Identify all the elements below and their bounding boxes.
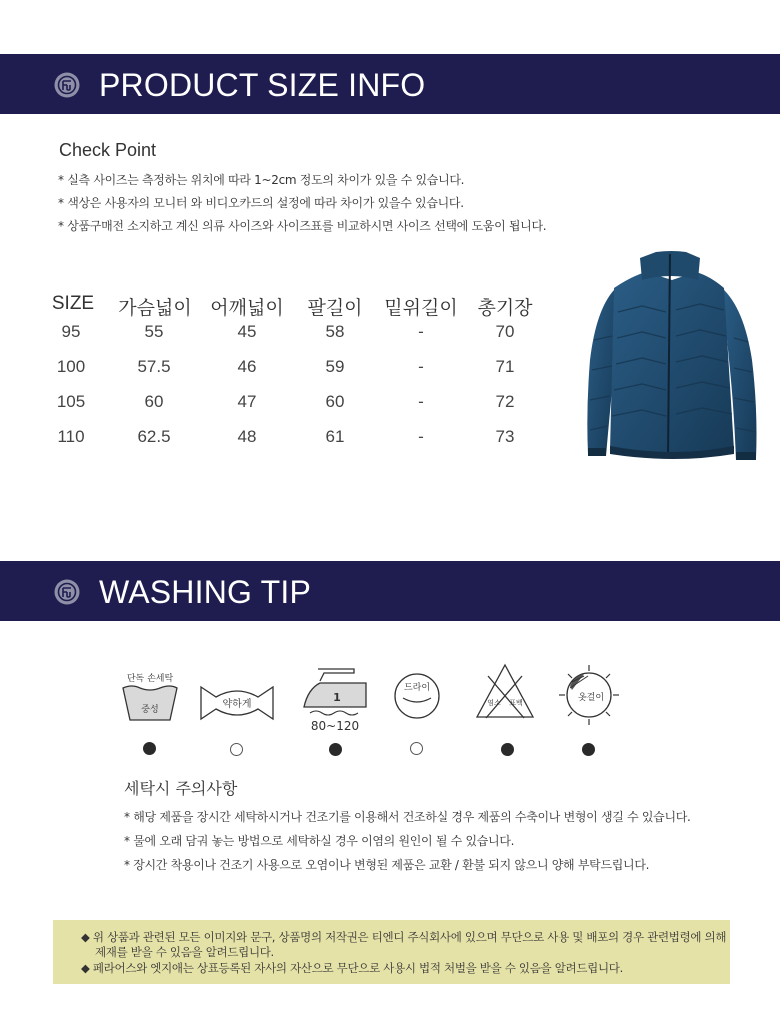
svg-text:드라이: 드라이 bbox=[403, 683, 431, 693]
table-cell: 57.5 bbox=[137, 357, 171, 376]
table-header: 밑위길이 bbox=[384, 298, 458, 319]
table-cell: - bbox=[418, 427, 424, 446]
svg-text:1: 1 bbox=[333, 691, 341, 704]
care-dot-selected bbox=[582, 743, 595, 756]
caution-note: * 물에 오래 담궈 놓는 방법으로 세탁하실 경우 이염의 원인이 될 수 있습니다. bbox=[124, 834, 515, 848]
care-dot-unselected bbox=[410, 742, 423, 755]
hand-wash-icon bbox=[118, 668, 182, 724]
table-cell: 47 bbox=[237, 392, 257, 411]
table-cell: 59 bbox=[325, 357, 345, 376]
size-note: * 색상은 사용자의 모니터 와 비디오카드의 설정에 따라 차이가 있을수 있습니다. bbox=[58, 196, 464, 210]
brand-logo-icon bbox=[54, 579, 80, 605]
size-note: * 실측 사이즈는 측정하는 위치에 따라 1~2cm 정도의 차이가 있을 수 있습니다. bbox=[58, 173, 465, 187]
svg-text:표백: 표백 bbox=[509, 699, 523, 707]
table-cell: 100 bbox=[56, 357, 86, 376]
svg-text:약하게: 약하게 bbox=[222, 699, 252, 710]
table-cell: 55 bbox=[144, 322, 164, 341]
check-point-title: Check Point bbox=[59, 140, 157, 160]
table-cell: 73 bbox=[495, 427, 515, 446]
iron-icon bbox=[300, 665, 370, 719]
table-cell: 95 bbox=[61, 322, 81, 341]
table-header: 어깨넓이 bbox=[210, 298, 284, 319]
table-cell: - bbox=[418, 357, 424, 376]
no-bleach-icon bbox=[474, 662, 536, 720]
care-dot-selected bbox=[143, 742, 156, 755]
dry-clean-icon bbox=[393, 672, 441, 720]
svg-text:옷걸이: 옷걸이 bbox=[577, 693, 605, 703]
washing-tip-banner bbox=[0, 561, 780, 621]
washing-tip-title: WASHING TIP bbox=[99, 574, 311, 610]
iron-temperature-label: 80~120 bbox=[310, 719, 360, 733]
caution-note: * 장시간 착용이나 건조기 사용으로 오염이나 변형된 제품은 교환 / 환불 되지 않으니 양해 부탁드립니다. bbox=[124, 858, 650, 872]
copyright-notice bbox=[53, 920, 730, 984]
wring-gently-icon bbox=[198, 683, 276, 723]
table-cell: - bbox=[418, 392, 424, 411]
svg-text:중성: 중성 bbox=[141, 705, 159, 715]
table-header: 총기장 bbox=[477, 298, 533, 319]
table-cell: 62.5 bbox=[137, 427, 171, 446]
table-cell: 72 bbox=[495, 392, 515, 411]
table-cell: 60 bbox=[144, 392, 164, 411]
brand-logo-icon bbox=[54, 72, 80, 98]
size-info-banner bbox=[0, 54, 780, 114]
table-cell: 105 bbox=[56, 392, 86, 411]
table-cell: 58 bbox=[325, 322, 345, 341]
table-cell: 60 bbox=[325, 392, 345, 411]
care-dot-selected bbox=[329, 743, 342, 756]
notice-line: 제재를 받을 수 있음을 알려드립니다. bbox=[95, 945, 274, 959]
table-cell: 110 bbox=[57, 427, 85, 446]
size-info-title: PRODUCT SIZE INFO bbox=[99, 67, 426, 103]
hang-dry-icon bbox=[558, 664, 620, 726]
svg-text:단독 손세탁: 단독 손세탁 bbox=[126, 674, 174, 684]
svg-text:염소: 염소 bbox=[487, 699, 501, 707]
care-dot-unselected bbox=[230, 743, 243, 756]
table-cell: 48 bbox=[237, 427, 257, 446]
size-note: * 상품구매전 소지하고 계신 의류 사이즈와 사이즈표를 비교하시면 사이즈 선택에 도움이 됩니다. bbox=[58, 219, 547, 233]
table-cell: 45 bbox=[237, 322, 257, 341]
table-cell: - bbox=[418, 322, 424, 341]
caution-title: 세탁시 주의사항 bbox=[124, 779, 238, 798]
notice-line: ◆ 위 상품과 관련된 모든 이미지와 문구, 상품명의 저작권은 티엔디 주식회사에 있으며 무단으로 사용 및 배포의 경우 관련법령에 의해 bbox=[81, 930, 727, 944]
table-cell: 61 bbox=[325, 427, 345, 446]
table-header: 가슴넓이 bbox=[118, 298, 192, 319]
care-dot-selected bbox=[501, 743, 514, 756]
product-jacket-image bbox=[584, 250, 760, 464]
table-header: 팔길이 bbox=[307, 298, 363, 319]
table-cell: 46 bbox=[237, 357, 257, 376]
table-cell: 71 bbox=[495, 357, 515, 376]
table-cell: 70 bbox=[495, 322, 515, 341]
caution-note: * 해당 제품을 장시간 세탁하시거나 건조기를 이용해서 건조하실 경우 제품의 수축이나 변형이 생길 수 있습니다. bbox=[124, 810, 691, 824]
table-header: SIZE bbox=[51, 293, 95, 314]
notice-line: ◆ 페라어스와 엣지애는 상표등록된 자사의 자산으로 무단으로 사용시 법적 처벌을 받을 수 있음을 알려드립니다. bbox=[81, 961, 623, 975]
